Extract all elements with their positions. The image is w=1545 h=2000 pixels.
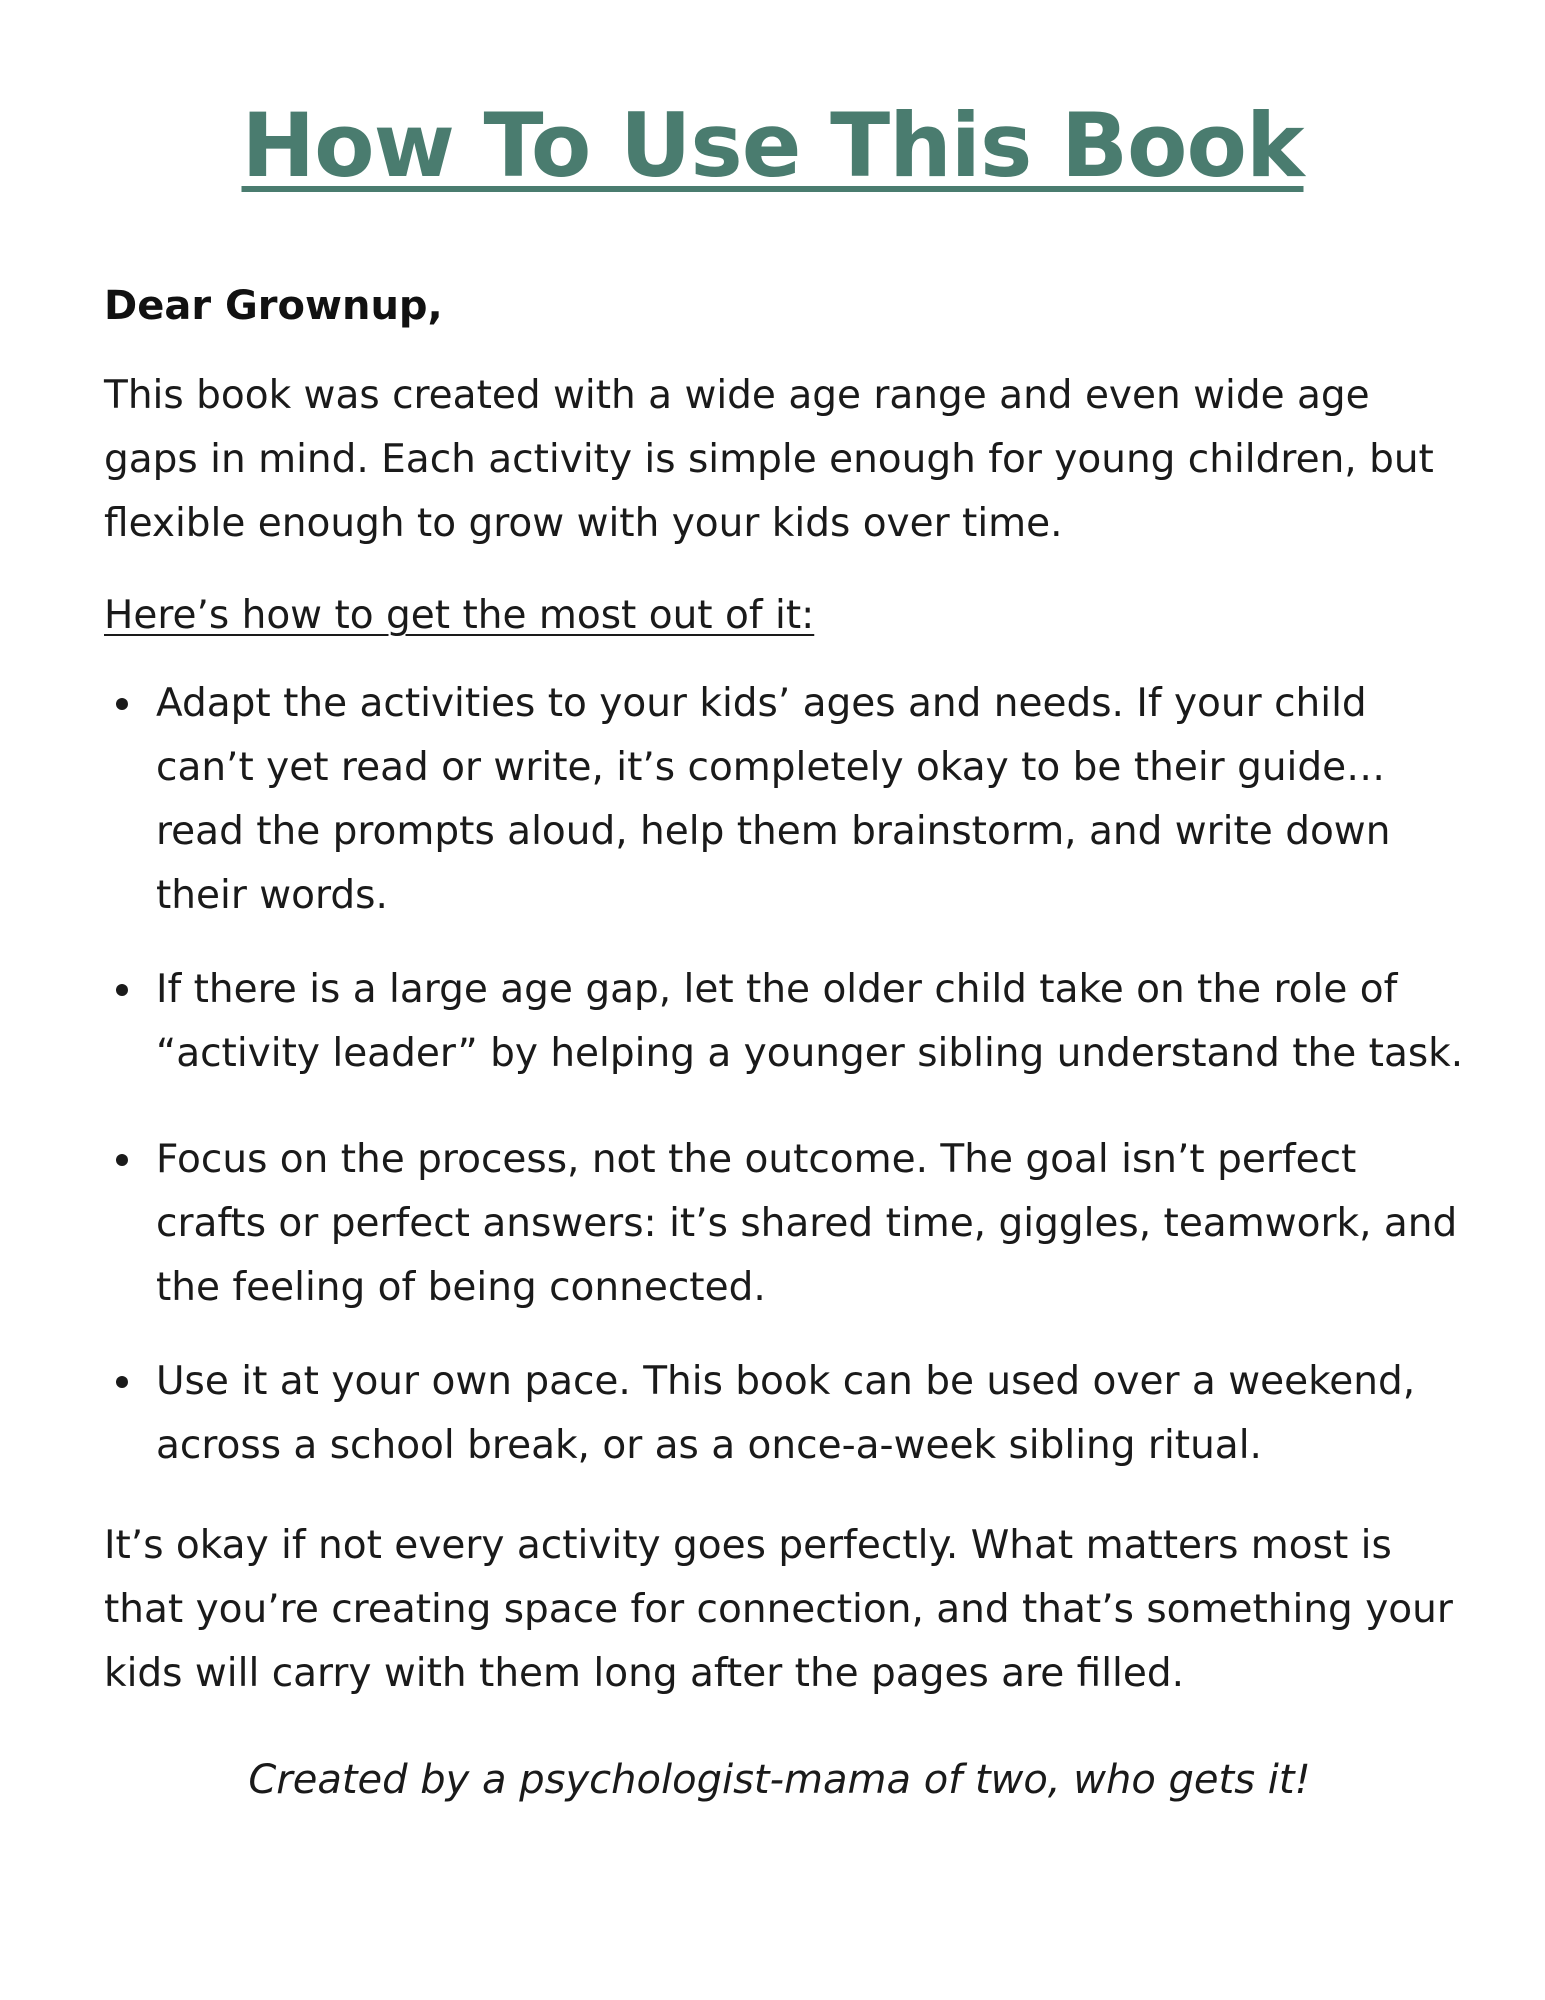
intro-paragraph: This book was created with a wide age range and even wide age gaps in mind. Each activity is simple enough for young children, but flexible enough to grow with your kids over time.: [104, 373, 1434, 546]
tips-list: [104, 672, 1465, 1478]
list-item: [104, 672, 1465, 928]
bullet-icon: [116, 1376, 128, 1388]
tip-text: Use it at your own pace. This book can be used over a weekend, across a school break, or as a once-a-week sibling ritual.: [156, 1359, 1416, 1468]
bullet-icon: [116, 984, 128, 996]
salutation: Dear Grownup,: [104, 283, 443, 329]
page-title: How To Use This Book: [241, 94, 1304, 197]
list-item: [104, 1128, 1465, 1320]
tip-text: Focus on the process, not the outcome. The goal isn’t perfect crafts or perfect answers: it’s shared time, giggles, teamwork, and the feeling of being connected.: [156, 1137, 1458, 1310]
tip-text: Adapt the activities to your kids’ ages and needs. If your child can’t yet read or write, it’s completely okay to be their guide… read the prompts aloud, help them brainstorm, and write down their words.: [156, 681, 1391, 918]
signature-line: Created by a psychologist-mama of two, who gets it!: [248, 1757, 1311, 1803]
tip-text: If there is a large age gap, let the older child take on the role of “activity leader” by helping a younger sibling understand the task.: [156, 967, 1464, 1076]
closing-paragraph: It’s okay if not every activity goes perfectly. What matters most is that you’re creating space for connection, and that’s something your kids will carry with them long after the pages are filled.: [104, 1523, 1453, 1696]
bullet-icon: [116, 698, 128, 710]
document-body: [104, 278, 1465, 1810]
list-item: [104, 1350, 1465, 1478]
bullet-icon: [116, 1154, 128, 1166]
list-item: [104, 958, 1465, 1086]
tips-subheading: Here’s how to get the most out of it:: [104, 593, 815, 638]
